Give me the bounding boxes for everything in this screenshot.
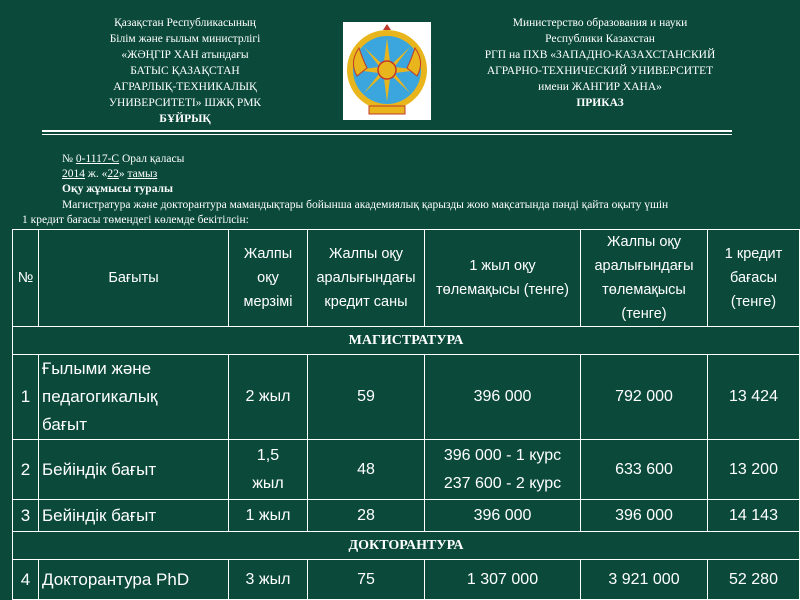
cell-annual-fee-line: 1 307 000: [466, 570, 539, 588]
header-credit-price-line: бағасы: [729, 270, 778, 286]
cell-direction-line: Бейіндік бағыт: [42, 459, 157, 479]
order-day-close: »: [118, 168, 128, 180]
cell-duration-line: 1,5: [256, 446, 280, 464]
section-row-doctorate: [13, 532, 800, 560]
order-date-line: [62, 167, 157, 181]
kazakhstan-state-emblem-icon: [343, 22, 431, 120]
cell-total-fee: 792 000: [581, 355, 708, 440]
credit-price-table: [12, 229, 800, 600]
cell-annual-fee-line: 396 000: [473, 388, 532, 405]
table-row: [13, 355, 800, 440]
header-right-line: Министерство образования и науки: [512, 17, 688, 29]
header-credits: [308, 230, 425, 327]
header-right-russian: [455, 15, 745, 111]
cell-direction-line: Докторантура PhD: [42, 569, 190, 589]
section-row-masters: [13, 327, 800, 355]
table-row: [13, 440, 800, 500]
cell-no: 3: [13, 500, 39, 532]
header-credits-line: аралығындағы: [316, 270, 416, 286]
cell-direction: [39, 500, 229, 532]
cell-duration-line: жыл: [252, 474, 284, 492]
cell-annual-fee: [425, 355, 581, 440]
cell-duration-line: 1 жыл: [245, 506, 291, 524]
header-left-line: «ЖӘҢГІР ХАН атындағы: [121, 49, 249, 61]
header-annual-fee-line: төлемақысы (тенге): [436, 282, 569, 298]
cell-annual-fee-line: 396 000: [473, 506, 532, 524]
header-left-kazakh: [80, 15, 290, 127]
order-number-line: [62, 152, 184, 166]
header-credits-line: кредит саны: [324, 294, 408, 310]
header-total-fee-line: төлемақысы: [602, 282, 686, 298]
header-left-line: УНИВЕРСИТЕТІ» ШЖҚ РМК: [108, 97, 262, 109]
header-credit-price: [708, 230, 800, 327]
section-title: МАГИСТРАТУРА: [13, 327, 800, 355]
header-left-line: Қазақстан Республикасының: [114, 17, 256, 29]
cell-credit-price: 14 143: [708, 500, 800, 532]
cell-no: 4: [13, 560, 39, 600]
cell-duration: [229, 440, 308, 500]
cell-total-fee: 396 000: [581, 500, 708, 532]
order-day: 22: [107, 168, 119, 180]
table-row: [13, 500, 800, 532]
table-header-row: [13, 230, 800, 327]
cell-credits: 28: [308, 500, 425, 532]
cell-credit-price: 13 200: [708, 440, 800, 500]
order-year: 2014: [62, 168, 85, 180]
order-month: тамыз: [127, 168, 158, 180]
header-credit-price-line: 1 кредит: [724, 246, 783, 262]
header-right-line: имени ЖАНГИР ХАНА»: [538, 81, 662, 93]
cell-duration-line: 2 жыл: [245, 388, 291, 405]
cell-annual-fee: [425, 500, 581, 532]
doc-type-kazakh: БҰЙРЫҚ: [159, 113, 211, 125]
header-duration-line: оқу: [257, 270, 279, 286]
cell-credits: 48: [308, 440, 425, 500]
header-left-line: БАТЫС ҚАЗАҚСТАН: [130, 65, 240, 77]
order-number: 0-1117-С: [75, 153, 120, 165]
table-row: [13, 560, 800, 600]
header-no: №: [13, 230, 39, 327]
header-total-fee: [581, 230, 708, 327]
header-duration: [229, 230, 308, 327]
cell-direction-line: педагогикалық: [42, 387, 158, 406]
order-subject: Оқу жұмысы туралы: [62, 183, 173, 195]
cell-duration: [229, 355, 308, 440]
cell-credits: 75: [308, 560, 425, 600]
header-credit-price-line: (тенге): [730, 294, 777, 310]
cell-duration: [229, 560, 308, 600]
header-right-line: Республики Казахстан: [545, 33, 655, 45]
header-duration-line: мерзімі: [243, 294, 293, 310]
cell-annual-fee-line: 396 000 - 1 курс: [443, 446, 562, 464]
cell-total-fee: 633 600: [581, 440, 708, 500]
cell-direction-line: Бейіндік бағыт: [42, 505, 157, 525]
order-year-suffix: ж. «: [85, 168, 108, 180]
order-intro-line: 1 кредит бағасы төмендегі көлемде бекітілсін:: [22, 214, 249, 226]
header-total-fee-line: (тенге): [621, 306, 667, 322]
header-credits-line: Жалпы оқу: [328, 246, 404, 262]
cell-credit-price: 52 280: [708, 560, 800, 600]
cell-direction: [39, 355, 229, 440]
cell-duration: [229, 500, 308, 532]
cell-direction: [39, 560, 229, 600]
header-left-line: Білім және ғылым министрлігі: [109, 33, 261, 45]
order-number-prefix: №: [62, 153, 76, 165]
cell-annual-fee: [425, 560, 581, 600]
section-title: ДОКТОРАНТУРА: [13, 532, 800, 560]
order-city: Орал қаласы: [119, 153, 185, 165]
header-total-fee-line: Жалпы оқу: [606, 234, 682, 250]
header-left-line: АГРАРЛЫҚ-ТЕХНИКАЛЫҚ: [113, 81, 257, 93]
header-right-line: АГРАРНО-ТЕХНИЧЕСКИЙ УНИВЕРСИТЕТ: [486, 65, 714, 77]
cell-credits: 59: [308, 355, 425, 440]
header-annual-fee: [425, 230, 581, 327]
cell-credit-price: 13 424: [708, 355, 800, 440]
cell-total-fee: 3 921 000: [581, 560, 708, 600]
cell-duration-line: 3 жыл: [245, 570, 291, 588]
header-direction: Бағыты: [39, 230, 229, 327]
header-total-fee-line: аралығындағы: [594, 258, 694, 274]
cell-no: 1: [13, 355, 39, 440]
cell-annual-fee: [425, 440, 581, 500]
cell-annual-fee-line: 237 600 - 2 курс: [443, 474, 562, 492]
cell-no: 2: [13, 440, 39, 500]
order-intro-line: Магистратура және докторантура мамандықтары бойынша академиялық қарызды жою мақсатында пәнді қайта оқыту үшін: [62, 199, 669, 211]
cell-direction-line: Ғылыми және: [42, 359, 152, 378]
cell-direction-line: бағыт: [42, 415, 88, 434]
cell-direction: [39, 440, 229, 500]
header-divider: [42, 130, 732, 135]
header-right-line: РГП на ПХВ «ЗАПАДНО-КАЗАХСТАНСКИЙ: [484, 49, 716, 61]
header-annual-fee-line: 1 жыл оқу: [469, 258, 536, 274]
header-duration-line: Жалпы: [243, 246, 293, 262]
doc-type-russian: ПРИКАЗ: [576, 97, 624, 109]
